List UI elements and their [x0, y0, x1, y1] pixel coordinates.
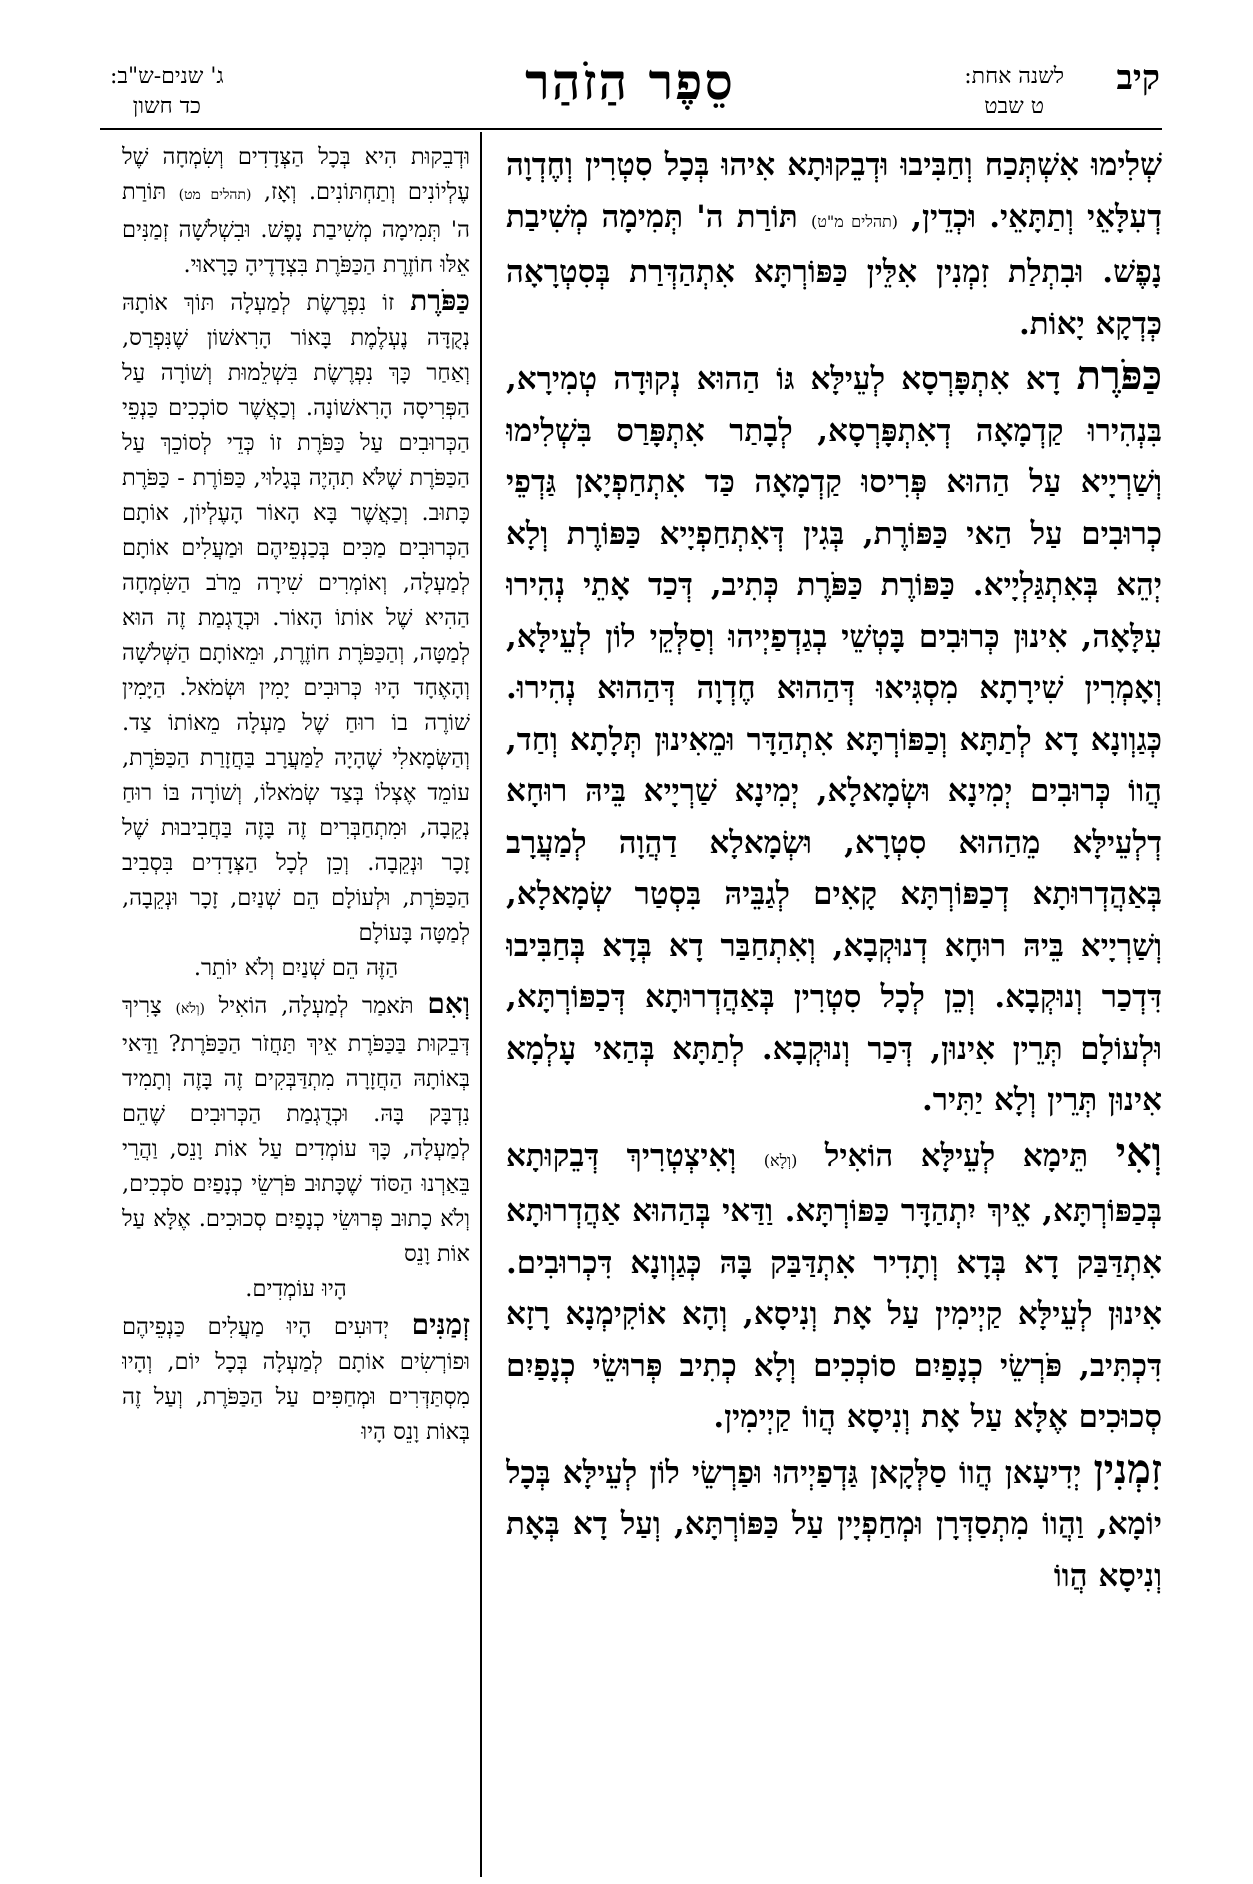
page-header	[100, 52, 1160, 132]
main-paragraph	[506, 1127, 1162, 1444]
side-text: זוֹ נִפְרֶשֶׂת לְמַעְלָה תּוֹךְ אוֹתָהּ נְקֻדָּה נֶעְלֶמֶת בָּאוֹר הָרִאשׁוֹן שֶׁנִּפְרַס, וְאַחַר כָּךְ נִפְרֶשֶׂת בִּשְׁלֵמוּת וְשׁוֹרָה עַל הַפְּרִיסָה הָרִאשׁוֹנָה. וְכַאֲשֶׁר סוֹכְכִים כַּנְפֵי הַכְּרוּבִים עַל כַּפֹּרֶת זוֹ כְּדֵי לְסוֹכֵךְ עַל הַכַּפֹּרֶת שֶׁלֹּא תִהְיֶה בְּגָלוּי, כַּפּוֹרֶת - כַּפֹּרֶת כָּתוּב. וְכַאֲשֶׁר בָּא הָאוֹר הָעֶלְיוֹן, אוֹתָם הַכְּרוּבִים מַכִּים בְּכַנְפֵיהֶם וּמַעֲלִים אוֹתָם לְמַעְלָה, וְאוֹמְרִים שִׁירָה מֵרֹב הַשִּׂמְחָה הַהִיא שֶׁל אוֹתוֹ הָאוֹר. וּכְדֻגְמַת זֶה הוּא לְמַטָּה, וְהַכַּפֹּרֶת חוֹזֶרֶת, וּמֵאוֹתָם הַשְּׁלֹשָׁה וְהָאֶחָד הָיוּ כְּרוּבִים יָמִין וּשְׂמֹאל. הַיָּמִין שׁוֹרֶה בוֹ רוּחַ שֶׁל מַעְלָה מֵאוֹתוֹ צַד. וְהַשְּׂמָאלִי שֶׁהָיָה לַמַּעֲרָב בַּחֲזָרַת הַכַּפֹּרֶת, עוֹמֵד אֶצְלוֹ בְּצַד שְׂמֹאלוֹ, וְשׁוֹרָה בּוֹ רוּחַ נְקֵבָה, וּמִתְחַבְּרִים זֶה בָּזֶה בַּחֲבִיבוּת שֶׁל זָכָר וּנְקֵבָה. וְכֵן לְכָל הַצְּדָדִים בִּסְבִיב הַכַּפֹּרֶת, וּלְעוֹלָם הֵם שְׁנַיִם, זָכָר וּנְקֵבָה, לְמַטָּה בָּעוֹלָם	[122, 290, 470, 946]
side-line: הָיוּ עוֹמְדִים.	[245, 1276, 347, 1302]
scripture-reference: (תהלים מ"ט)	[810, 211, 899, 231]
side-line: הַזֶּה הֵם שְׁנַיִם וְלֹא יוֹתֵר.	[193, 955, 399, 981]
side-paragraph	[122, 140, 470, 283]
schedule-label-3y: ג' שנים-ש"ב:	[110, 64, 224, 89]
side-text: וּדְבֵקוּת הִיא בְּכָל הַצְּדָדִים וְשִׂמְחָה שֶׁל עֶלְיוֹנִים וְתַחְתּוֹנִים. וְאָז,	[122, 144, 470, 205]
column-divider	[480, 132, 482, 1877]
side-text: צָרִיךְ דְּבֵקוּת בַּכַּפֹּרֶת אֵיךְ תַּחֲזֹר הַכַּפֹּרֶת? וַדַּאי בְּאוֹתָהּ הַחֲזָרָה מִתְדַּבְּקִים זֶה בָּזֶה וְתָמִיד נִדְבָּק בָּהּ. וּכְדֻגְמַת הַכְּרוּבִים שֶׁהֵם לְמַעְלָה, כָּךְ עוֹמְדִים עַל אוֹת וָנֵס, וַהֲרֵי בֵּאַרְנוּ הַסּוֹד שֶׁכָּתוּב פֹּרְשֵׂי כְנָפַיִם סֹכְכִים, וְלֹא כָתוּב פְּרוּשֵׂי כְנָפַיִם סְכוּכִים. אֶלָּא עַל אוֹת וָנֵס	[122, 993, 470, 1267]
lead-word: וְאִם	[427, 987, 470, 1020]
side-text: תֹּאמַר לְמַעְלָה, הוֹאִיל	[218, 993, 414, 1019]
main-text: דָא אִתְפָּרְסָא לְעֵילָּא גּוֹ הַהוּא נְקוּדָה טְמִירָא, בִּנְהִירוּ קַדְמָאָה דְאִתְפָּרְסָא, לְבָתַר אִתְפָּרַס בִּשְׁלִימוּ וְשַׁרְיָיא עַל הַהוּא פְּרִיסוּ קַדְמָאָה כַּד אִתְחַפְיָאן גַּדְפֵי כְרוּבִים עַל הַאי כַּפּוֹרֶת, בְּגִין דְּאִתְחַפְיָיא כַּפּוֹרֶת וְלָא יְהֵא בְּאִתְגַּלְיָיא. כַּפּוֹרֶת כַּפֹּרֶת כְּתִיב, דְּכַד אָתֵי נְהִירוּ עִלָּאָה, אִינוּן כְּרוּבִים בָּטְשֵׁי בְגַדְפַיְיהוּ וְסַלְּקֵי לוֹן לְעֵילָּא, וְאָמְרִין שִׁירָתָא מִסְגִּיאוּ דְּהַהוּא חֶדְוָה דְּהַהוּא נְהִירוּ. כְּגַוְונָא דָא לְתַתָּא וְכַפּוֹרְתָּא אִתְהַדָּר וּמֵאִינוּן תְּלָתָא וְחַד, הֲווֹ כְּרוּבִים יְמִינָא וּשְׂמָאלָא, יְמִינָא שַׁרְיָיא בֵּיהּ רוּחָא דְלְעֵילָּא מֵהַהוּא סִטְרָא, וּשְׂמָאלָא דַהֲוָה לְמַעֲרָב בְּאַהֲדְרוּתָא דְכַפּוֹרְתָּא קָאִים לְגַבֵּיהּ בִּסְטַר שְׂמָאלָא, וְשַׁרְיָיא בֵּיהּ רוּחָא דְנוּקְבָא, וְאִתְחַבַּר דָא בְּדָא בְּחַבִּיבוּ דִּדְכַר וְנוּקְבָא. וְכֵן לְכָל סִטְרִין בְּאַהֲדְרוּתָא דְּכַפּוֹרְתָּא, וּלְעוֹלָם תְּרֵין אִינוּן, דְּכַר וְנוּקְבָא. לְתַתָּא בְּהַאי עָלְמָא אִינוּן תְּרֵין וְלָא יַתִּיר.	[506, 361, 1162, 1118]
schedule-date: ט שבט	[984, 94, 1044, 119]
side-paragraph	[122, 283, 470, 951]
aramaic-text-column	[506, 140, 1162, 1875]
main-text: וְאִיצְטְרִיךְ דְּבֵקוּתָא בְּכַפּוֹרְתָּא, אֵיךְ יִתְהַדָּר כַּפּוֹרְתָּא. וַדַּאי בְּהַהוּא אַהֲדְרוּתָא אִתְדַּבַּק דָא בְּדָא וְתָדִיר אִתְדַּבַּק בָּהּ כְּגַוְונָא דִּכְרוּבִים. אִינוּן לְעֵילָּא קַיְימִין עַל אָת וְנִיסָא, וְהָא אוֹקִימְנָא רָזָא דִּכְתִּיב, פֹּרְשֵׂי כְנָפַיִם סוֹכְכִים וְלָא כְתִיב פְּרוּשֵׂי כְנָפַיִם סְכוּכִים אֶלָּא עַל אָת וְנִיסָא הֲווֹ קַיְימִין.	[506, 1137, 1162, 1435]
lead-word: זִמְנִין	[1093, 1445, 1162, 1493]
main-text: תּוֹרַת ה' תְּמִימָה מְשִׁיבַת נָפֶשׁ. וּבִתְלַת זִמְנִין אִלֵּין כַּפּוֹרְתָּא אִתְהַדְּרַת בְּסִטְרָאָה כְּדְקָא יָאוֹת.	[506, 198, 1162, 342]
scripture-reference: (תהלים מט)	[178, 187, 252, 203]
page-number: קיב	[1116, 58, 1160, 98]
side-text: תּוֹרַת ה' תְּמִימָה מְשִׁיבַת נָפֶשׁ. וּבִשְׁלֹשָׁה זְמַנִּים אֵלּוּ חוֹזֶרֶת הַכַּפֹּרֶת בִּצְדָדֶיהָ כָּרָאוּי.	[122, 179, 470, 278]
textual-variant: (וְלָא)	[763, 1150, 798, 1170]
side-paragraph	[122, 986, 470, 1272]
side-text: יְדוּעִים הָיוּ מַעֲלִים כַּנְפֵיהֶם וּפוֹרְשִׂים אוֹתָם לְמַעְלָה בְּכָל יוֹם, וְהָיוּ מִסְתַּדְּרִים וּמְחַפִּים עַל הַכַּפֹּרֶת, וְעַל זֶה בְּאוֹת וָנֵס הָיוּ	[122, 1314, 470, 1445]
side-paragraph	[122, 1307, 470, 1450]
hebrew-translation-column	[122, 140, 470, 1875]
main-text: תֵּימָא לְעֵילָּא הוֹאִיל	[824, 1137, 1089, 1174]
textual-variant: (וְלֹא)	[175, 1001, 205, 1017]
lead-word: זְמַנִּים	[411, 1308, 470, 1341]
lead-word: כַּפֹּרֶת	[1076, 352, 1162, 399]
main-text: שְׁלִימוּ אִשְׁתְּכַח וְחַבִּיבוּ וּדְבֵקוּתָא אִיהוּ בְּכָל סִטְרִין וְחֶדְוָה דְעִלָּאֵי וְתַתָּאֵי. וּכְדֵין,	[506, 147, 1162, 235]
main-paragraph	[506, 1444, 1162, 1603]
daily-schedule-three-years	[110, 62, 224, 122]
lead-word: וְאִי	[1115, 1128, 1162, 1176]
lead-word: כַּפֹּרֶת	[410, 284, 470, 317]
schedule-label: לשנה אחת:	[964, 64, 1064, 89]
main-paragraph	[506, 140, 1162, 350]
header-rule	[100, 128, 1162, 130]
main-paragraph	[506, 350, 1162, 1127]
schedule-date-3y: כד חשון	[132, 94, 201, 119]
main-text: יְדִיעָאן הֲווֹ סַלְּקָאן גַּדְפַיְיהוּ וּפַרְשֵׂי לוֹן לְעֵילָּא בְּכָל יוֹמָא, וַהֲווֹ מִתְסַדְּרָן וּמְחַפְיָין עַל כַּפּוֹרְתָּא, וְעַל דָא בְּאָת וְנִיסָא הֲווֹ	[506, 1454, 1162, 1594]
book-title: סֵפֶר הַזֹהַר	[525, 52, 735, 111]
